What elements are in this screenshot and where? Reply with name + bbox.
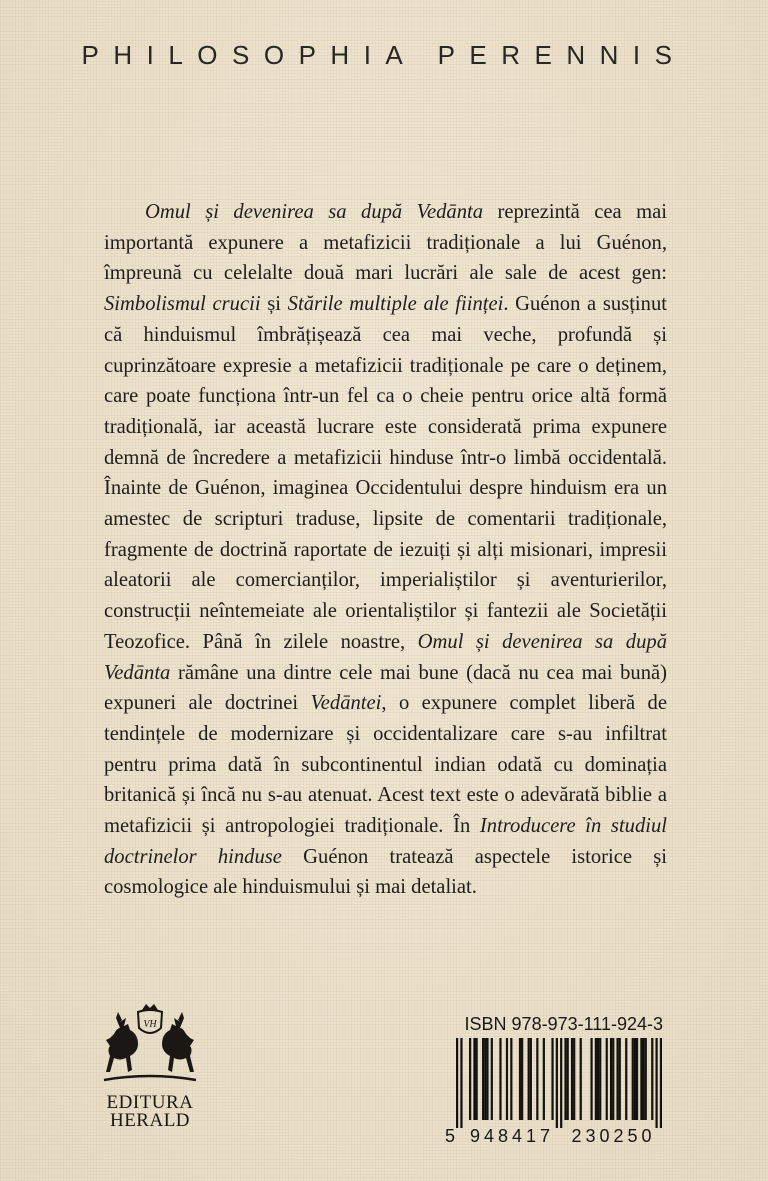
back-cover-blurb <box>104 197 667 903</box>
barcode-bar <box>482 1038 484 1120</box>
barcode-bar <box>640 1038 642 1120</box>
barcode-bar <box>460 1038 462 1128</box>
barcode-bar <box>491 1038 493 1120</box>
blurb-text: reprezintă cea mai importantă expunere a metafizicii tradiționale a lui Guénon, împreună cu celelalte două mari lucrări ale sale de acest gen: <box>104 201 668 285</box>
barcode-bar <box>660 1038 662 1128</box>
barcode-bar <box>645 1038 647 1120</box>
barcode-bar <box>616 1038 618 1120</box>
publisher-line-2: HERALD <box>109 1110 191 1131</box>
barcode-bar <box>486 1038 488 1120</box>
barcode-bar <box>612 1038 614 1120</box>
barcode-bar <box>597 1038 599 1120</box>
barcode-bar <box>606 1038 608 1120</box>
barcode-bar <box>528 1038 530 1120</box>
barcode-bar <box>510 1038 512 1120</box>
barcode-bar <box>571 1038 573 1120</box>
barcode-bar <box>556 1038 558 1128</box>
barcode-bar <box>530 1038 532 1120</box>
barcode-bar <box>519 1038 521 1120</box>
ean-first-digit: 5 <box>445 1126 456 1146</box>
book-title-italic: Stările multiple ale ființei <box>287 293 504 316</box>
barcode-bar <box>499 1038 501 1120</box>
series-title: PHILOSOPHIA PERENNIS <box>81 40 687 70</box>
publisher-name <box>98 1094 202 1130</box>
blurb-text: . Guénon a susținut că hinduismul îmbrățișează cea mai veche, profundă și cuprinzătoare expresie a metafizicii tradiționale pe care o deținem, care poate funcționa într-un fel ca o cheie pentru orice altă formă tradițională, iar această lucrare este considerată prima expunere demnă de încredere a metafizicii hinduse într-o limbă occidentală. Înainte de Guénon, imaginea Occidentului despre hinduism era un amestec de scripturi traduse, lipsite de comentarii tradiționale, fragmente de doctrină raportate de iezuiți și alți misionari, impresii aleatorii ale comercianților, imperialiștilor și aventurierilor, construcții neîntemeiate ale orientaliștilor și fantezii ale Societății Teozofice. Până în zilele noastre, <box>104 293 667 653</box>
barcode-bar <box>564 1038 566 1120</box>
barcode-bar <box>590 1038 592 1120</box>
book-title-italic: Simbolismul crucii <box>104 293 261 316</box>
blurb-paragraph <box>104 197 667 903</box>
barcode-bar <box>642 1038 644 1120</box>
barcode-bar <box>551 1038 553 1120</box>
barcode-bar <box>599 1038 601 1120</box>
barcode-bar <box>543 1038 545 1120</box>
barcode-bar <box>632 1038 634 1120</box>
term-italic: Vedāntei <box>310 692 382 715</box>
barcode-bar <box>619 1038 621 1120</box>
ean-left-digits: 948417 <box>469 1126 555 1146</box>
isbn-label: ISBN 978-973-111-924-3 <box>464 1014 663 1034</box>
book-title-italic: Introducere în studiul doctrinelor hinduse <box>104 815 667 868</box>
barcode-bar <box>655 1038 657 1128</box>
barcode-bar <box>580 1038 582 1120</box>
blurb-text: și <box>260 293 288 316</box>
barcode-bar <box>484 1038 486 1120</box>
barcode-bar <box>506 1038 508 1120</box>
barcode-digits <box>445 1126 663 1147</box>
barcode-bar <box>634 1038 636 1120</box>
barcode-bar <box>625 1038 627 1120</box>
barcode-bar <box>595 1038 597 1120</box>
barcode-bar <box>610 1038 612 1120</box>
book-title-italic: Omul și devenirea sa după Vedānta <box>145 201 484 223</box>
barcode-bar <box>536 1038 538 1120</box>
barcode-bar <box>573 1038 575 1120</box>
book-title-italic: Omul și devenirea sa după Vedānta <box>104 630 667 684</box>
barcode-bar <box>567 1038 569 1120</box>
blurb-text: , o expunere complet liberă de tendințele de modernizare și occidentalizare care s-au infiltrat pentru prima dată în subcontinentul indian odată cu dominația britanică și încă nu s-au atenuat. Acest text este o adevărată biblie a metafizicii și antropologiei tradiționale. În <box>104 692 667 838</box>
blurb-text: Guénon tratează aspectele istorice și cosmologice ale hinduismului și mai detaliat. <box>104 845 667 899</box>
barcode-block <box>445 1014 663 1146</box>
barcode-bar <box>473 1038 475 1120</box>
ean-right-digits: 230250 <box>571 1126 656 1146</box>
barcode-bar <box>456 1038 458 1128</box>
barcode-bars <box>456 1038 662 1128</box>
publisher-line-1: EDITURA <box>106 1092 194 1113</box>
deer-crest-svg <box>98 1000 202 1092</box>
barcode-bar <box>560 1038 562 1128</box>
emblem-initials: VH <box>143 1019 157 1030</box>
barcode-bar <box>476 1038 478 1120</box>
blurb-text: rămâne una dintre cele mai bune (dacă nu cea mai bună) expuneri ale doctrinei <box>104 661 667 715</box>
barcode-bar <box>651 1038 653 1120</box>
barcode-bar <box>636 1038 638 1120</box>
barcode-bar <box>521 1038 523 1120</box>
barcode-bar <box>469 1038 471 1120</box>
